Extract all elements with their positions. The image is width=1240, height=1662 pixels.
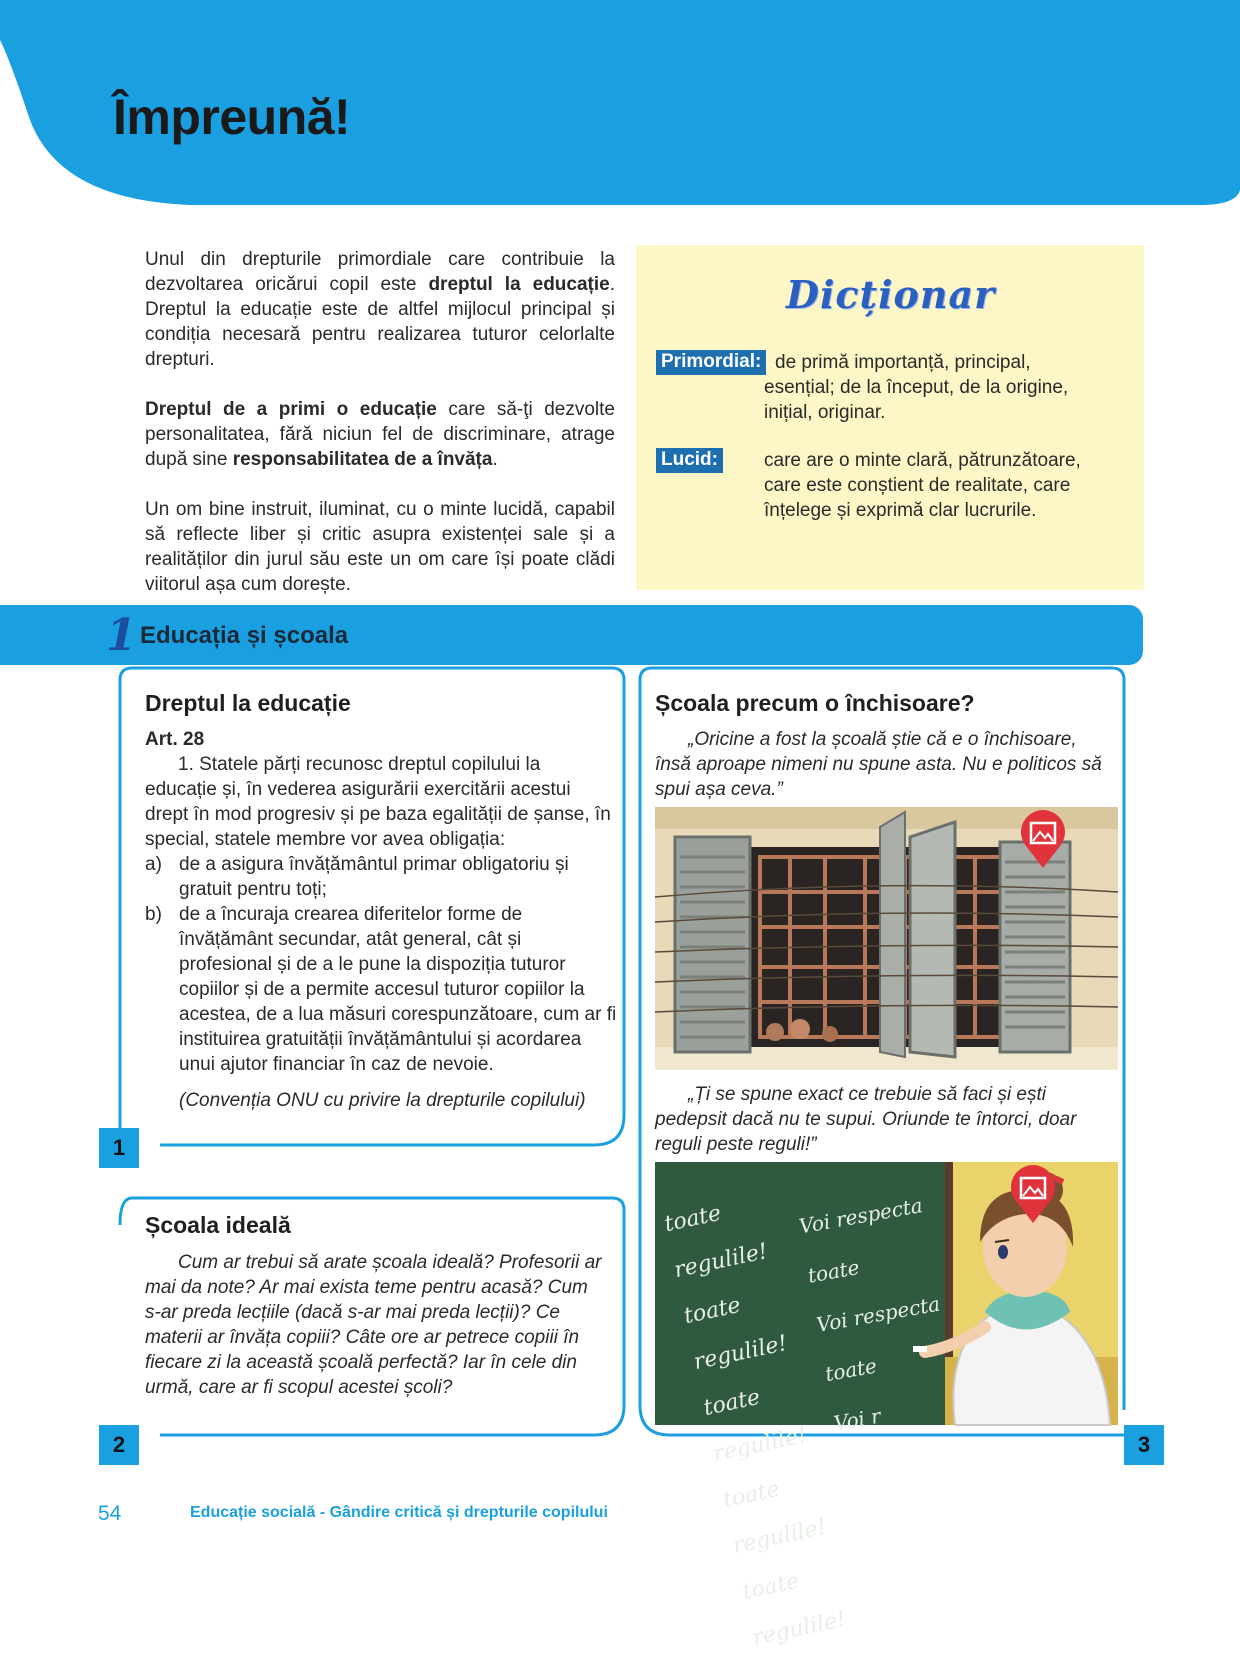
dict-def-line: esențial; de la început, de la origine,: [764, 377, 1069, 398]
dict-def-line: inițial, originar.: [764, 402, 886, 423]
chalk-line: toate regulile!: [681, 1292, 790, 1376]
panel2-heading: Școala ideală: [145, 1212, 291, 1238]
dict-def-line: de primă importanță, principal,: [775, 352, 1031, 373]
chalk-line: toate regulile!: [720, 1476, 829, 1560]
panel1-item-a: de a asigura învățământul primar obligatoriu și gratuit pentru toți;: [179, 854, 569, 900]
chalk-line: Voi r: [831, 1403, 883, 1436]
intro-paragraph-2: Dreptul de a primi o educație care să-ţi dezvolte personalitatea, fără niciun fel de discriminare, atrage după sine responsabilitatea de a învăța.: [145, 399, 615, 470]
panel1-item-a-label: a): [145, 854, 162, 875]
panel1-item-b: de a încuraja crearea diferitelor forme de învățământ secundar, atât general, cât și profesional și de a le pune la dispoziția tuturor copiilor și de a permite accesul tuturor copiilor la acestea, de a lua măsuri corespunzătoare, cum ar fi instituirea gratuității învățământului și acordarea unui ajutor financiar în caz de nevoie.: [179, 904, 617, 1075]
section-title: Educația și școala: [140, 622, 349, 649]
teacher-figure: [885, 1172, 1118, 1425]
panel1-source: (Convenția ONU cu privire la drepturile copilului): [179, 1090, 586, 1111]
dict-term-lucid: Lucid:: [656, 448, 723, 473]
panel3-heading: Școala precum o închisoare?: [655, 690, 975, 716]
intro-paragraph-1: Unul din drepturile primordiale care contribuie la dezvoltarea oricărui copil este dreptul la educație. Dreptul la educație este de altfel mijlocul principal și condiția necesară pentru realizarea tuturor celorlalte drepturi.: [145, 249, 615, 370]
panel3-badge: 3: [1124, 1425, 1164, 1465]
chalk-line: toate regulile!: [662, 1200, 770, 1284]
panel1-item-b-label: b): [145, 904, 162, 925]
dict-def-line: înțelege și exprimă clar lucrurile.: [764, 500, 1037, 521]
panel3-quote2: „Ți se spune exact ce trebuie să faci și ești pedepsit dacă nu te supui. Oriunde te întorci, doar reguli peste reguli!”: [655, 1084, 1077, 1155]
intro-paragraph-3: Un om bine instruit, iluminat, cu o minte lucidă, capabil să reflecte liber și critic asupra existenței sale și a realităților din jurul său este un om care își poate clădi viitorul așa cum dorește.: [145, 499, 615, 595]
panel2-badge: 2: [99, 1425, 139, 1465]
footer-book-title: Educație socială - Gândire critică și drepturile copilului: [190, 1504, 608, 1521]
panel1-heading: Dreptul la educație: [145, 690, 351, 716]
image-pin-icon[interactable]: [1008, 1167, 1058, 1225]
chalk-line: toate regulile!: [701, 1384, 810, 1468]
page-title: Împreună!: [113, 89, 351, 145]
image-pin-icon[interactable]: [1018, 812, 1068, 870]
chalk-line: toate regulile!: [740, 1568, 849, 1651]
dict-def-line: care are o minte clară, pătrunzătoare,: [764, 450, 1081, 471]
chalk-line: Voi respecta toate: [814, 1291, 942, 1387]
panel1-badge: 1: [99, 1128, 139, 1168]
panel1-article: Art. 28: [145, 729, 205, 750]
panel1-intro: 1. Statele părți recunosc dreptul copilului la educație și, în vederea asigurării exercitării acestui drept în mod progresiv și pe baza egalității de șanse, în special, statele membre vor avea obligația:: [145, 754, 611, 850]
dict-term-primordial: Primordial:: [656, 350, 766, 375]
dict-def-line: care este conștient de realitate, care: [764, 475, 1071, 496]
panel2-text: Cum ar trebui să arate școala ideală? Profesorii ar mai da note? Ar mai exista teme pentru acasă? Cum s-ar preda lecțiile (dacă s-ar mai preda lecții)? Ce materii ar învăța copiii? Câte ore ar petrece copiii în fiecare zi la această școală perfectă? Iar în cele din urmă, care ar fi scopul acestei școli?: [145, 1252, 602, 1398]
chalk-line: Voi respecta toate: [797, 1193, 925, 1288]
page-number: 54: [98, 1502, 122, 1525]
section-number: 1: [106, 610, 137, 661]
dictionary-title: Dicționar: [786, 272, 996, 317]
panel3-quote1: „Oricine a fost la școală știe că e o închisoare, însă aproape nimeni nu spune asta. Nu e politicos să spui așa ceva.”: [655, 729, 1102, 800]
